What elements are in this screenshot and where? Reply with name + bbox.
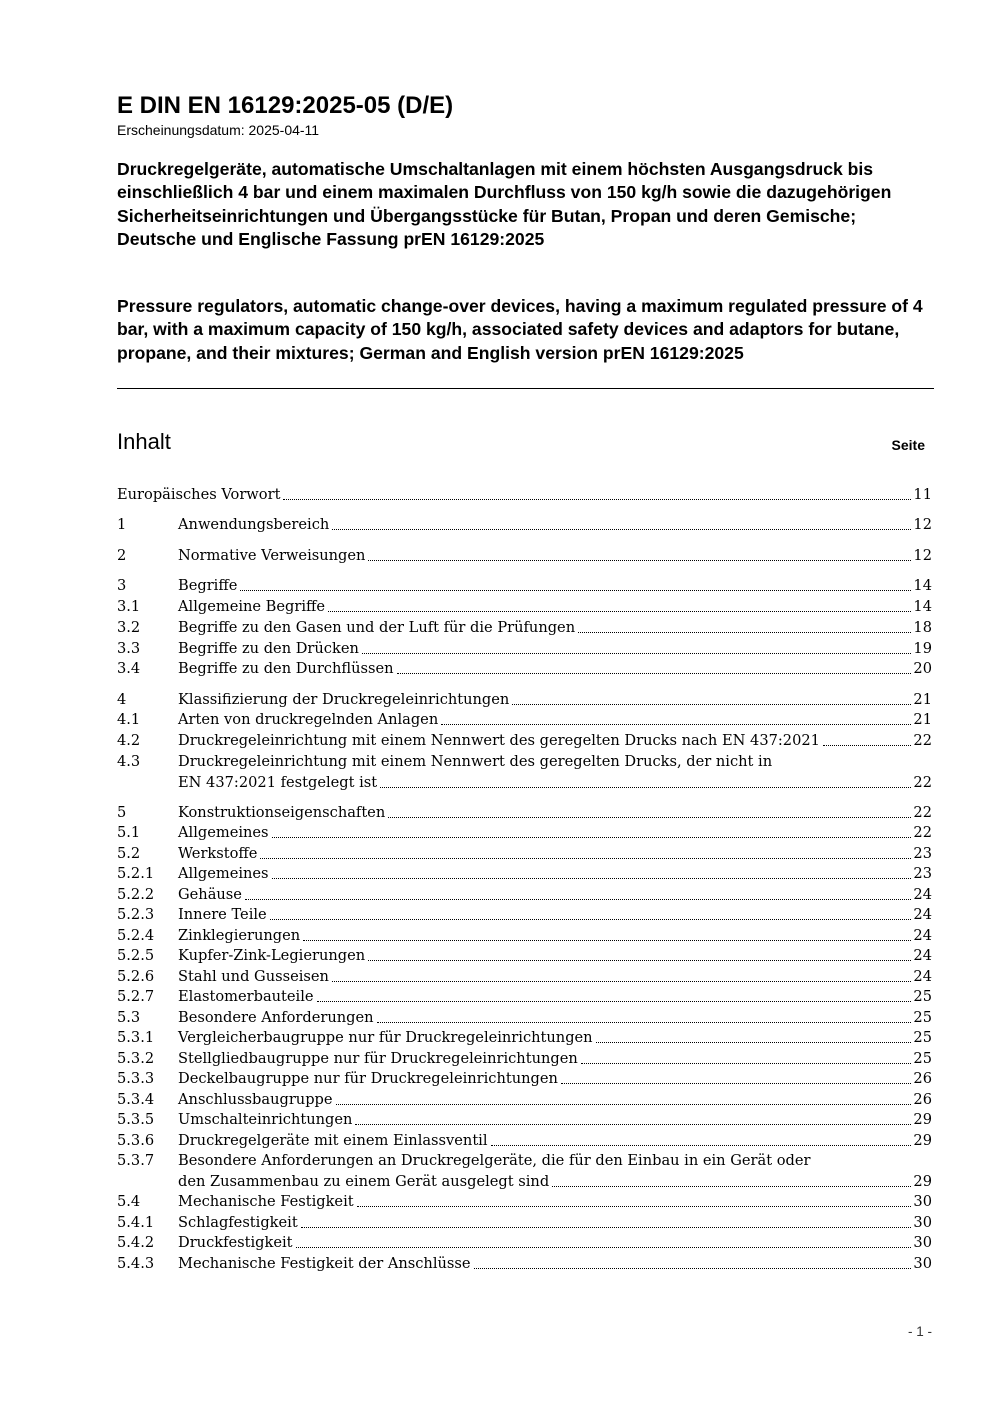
toc-entry-page: 23	[913, 845, 932, 862]
document-id: E DIN EN 16129:2025-05 (D/E)	[117, 92, 454, 119]
toc-entry-title: Allgemeine Begriffe	[178, 598, 326, 615]
toc-leader-dots	[388, 817, 911, 818]
toc-entry-title: Europäisches Vorwort	[117, 486, 281, 503]
toc-heading: Inhalt	[117, 429, 171, 454]
toc-entry-number: 3.3	[117, 640, 141, 657]
toc-entry-title-row	[178, 802, 932, 823]
toc-entry-title: Druckregelgeräte mit einem Einlassventil	[178, 1132, 488, 1149]
toc-entry-title: Kupfer-Zink-Legierungen	[178, 947, 366, 964]
toc-entry-title-row	[178, 1048, 932, 1069]
toc-entry-title: Begriffe zu den Durchflüssen	[178, 660, 394, 677]
toc-leader-dots	[581, 1063, 912, 1064]
toc-entry-title: Anschlussbaugruppe	[178, 1091, 333, 1108]
toc-entry-title-row	[178, 689, 932, 710]
toc-entry[interactable]	[117, 904, 932, 925]
toc-entry-title-row	[178, 1007, 932, 1028]
toc-entry-number: 5.2.7	[117, 988, 155, 1005]
toc-leader-dots	[328, 611, 911, 612]
toc-entry-number: 5.2.4	[117, 927, 155, 944]
toc-entry[interactable]	[117, 514, 932, 535]
toc-entry-number: 1	[117, 516, 127, 533]
toc-leader-dots	[512, 704, 911, 705]
toc-entry-title: Mechanische Festigkeit	[178, 1193, 354, 1210]
toc-page-column-label: Seite	[891, 437, 925, 453]
toc-entry-title-row	[178, 1253, 932, 1274]
toc-entry[interactable]	[117, 575, 932, 596]
toc-entry-number: 2	[117, 547, 127, 564]
toc-entry-page: 24	[913, 886, 932, 903]
title-english: Pressure regulators, automatic change-over devices, having a maximum regulated pressure of 4 bar, with a maximum capacity of 150 kg/h, associated safety devices and adaptors for butane, propane, and their mixtures; German and English version prEN 16129:2025	[117, 296, 923, 363]
toc-leader-dots	[260, 858, 911, 859]
toc-entry-number: 5.3.4	[117, 1091, 155, 1108]
toc-leader-dots	[397, 673, 912, 674]
toc-entry-title: Schlagfestigkeit	[178, 1214, 298, 1231]
toc-entry-page: 14	[913, 577, 932, 594]
toc-entry-number: 3.1	[117, 598, 141, 615]
toc-leader-dots	[272, 878, 912, 879]
toc-entry-page: 22	[913, 824, 932, 841]
toc-entry-title: Druckregeleinrichtung mit einem Nennwert des geregelten Drucks nach EN 437:2021	[178, 732, 820, 749]
toc-entry-number: 4.3	[117, 753, 141, 770]
toc-entry-page: 25	[913, 1009, 932, 1026]
toc-entry-title-row	[178, 1171, 932, 1192]
toc-entry-page: 30	[913, 1255, 932, 1272]
toc-entry-page: 11	[913, 486, 932, 503]
toc-entry-title: Werkstoffe	[178, 845, 258, 862]
toc-leader-dots	[296, 1247, 912, 1248]
toc-leader-dots	[336, 1104, 912, 1105]
toc-entry-title-row	[178, 1212, 932, 1233]
toc-entry[interactable]	[117, 1109, 932, 1130]
toc-leader-dots	[245, 899, 912, 900]
toc-entry-page: 25	[913, 988, 932, 1005]
toc-leader-dots	[303, 940, 911, 941]
toc-entry-page: 29	[913, 1132, 932, 1149]
toc-entry-title-row	[178, 1027, 932, 1048]
toc-entry-title: Begriffe zu den Gasen und der Luft für die Prüfungen	[178, 619, 576, 636]
toc-entry[interactable]	[117, 596, 932, 617]
toc-entry-title-row	[178, 596, 932, 617]
footer-page-number: - 1 -	[907, 1324, 932, 1339]
toc-entry-title-row	[178, 1130, 932, 1151]
toc-entry-number: 4.1	[117, 711, 141, 728]
toc-entry[interactable]	[117, 689, 932, 710]
toc-entry-number: 3.4	[117, 660, 141, 677]
toc-entry-title-row	[178, 658, 932, 679]
toc-leader-dots	[380, 787, 911, 788]
toc-entry-page: 18	[913, 619, 932, 636]
toc-entry-title-row	[178, 925, 932, 946]
toc-entry-page: 23	[913, 865, 932, 882]
toc-leader-dots	[368, 560, 911, 561]
toc-entry[interactable]	[117, 1232, 932, 1253]
toc-entry[interactable]	[117, 1212, 932, 1233]
toc-entry-number: 5.3	[117, 1009, 141, 1026]
toc-entry-number: 5.3.3	[117, 1070, 155, 1087]
toc-leader-dots	[552, 1186, 911, 1187]
toc-entry-number: 3.2	[117, 619, 141, 636]
toc-entry-title: Begriffe	[178, 577, 238, 594]
toc-leader-dots	[561, 1083, 912, 1084]
toc-entry-title-row	[178, 1068, 932, 1089]
toc-entry-title-row	[178, 1109, 932, 1130]
toc-leader-dots	[578, 632, 911, 633]
toc-entry-title: Elastomerbauteile	[178, 988, 314, 1005]
toc-entry-title-row	[178, 730, 932, 751]
toc-entry-title-row	[178, 617, 932, 638]
toc-entry[interactable]	[117, 730, 932, 751]
toc-entry-title: den Zusammenbau zu einem Gerät ausgelegt sind	[178, 1173, 550, 1190]
toc-entry-page: 12	[913, 516, 932, 533]
toc-entry-title: Innere Teile	[178, 906, 267, 923]
toc-leader-dots	[362, 653, 912, 654]
toc-entry[interactable]	[117, 945, 932, 966]
toc-entry-title: Anwendungsbereich	[178, 516, 330, 533]
toc-entry-title: Normative Verweisungen	[178, 547, 366, 564]
toc-leader-dots	[355, 1124, 911, 1125]
toc-leader-dots	[491, 1145, 912, 1146]
toc-leader-dots	[368, 960, 911, 961]
toc-leader-dots	[240, 590, 911, 591]
toc-entry[interactable]	[117, 843, 932, 864]
toc-entry-page: 29	[913, 1173, 932, 1190]
toc-entry-number: 5.1	[117, 824, 141, 841]
toc-entry-number: 5.2.5	[117, 947, 155, 964]
toc-entry[interactable]	[117, 986, 932, 1007]
toc-leader-dots	[596, 1042, 912, 1043]
toc-entry-page: 26	[913, 1091, 932, 1108]
toc-entry-number: 5.3.7	[117, 1152, 155, 1169]
toc-entry-page: 24	[913, 968, 932, 985]
toc-entry[interactable]	[117, 1191, 932, 1212]
toc-entry-title-row	[178, 545, 932, 566]
toc-entry[interactable]	[117, 863, 932, 884]
toc-entry-number: 5.3.1	[117, 1029, 155, 1046]
toc-entry[interactable]	[117, 925, 932, 946]
toc-entry[interactable]	[117, 658, 932, 679]
toc-entry-title: Druckfestigkeit	[178, 1234, 293, 1251]
toc-entry-number: 5.2.3	[117, 906, 155, 923]
toc-entry-page: 21	[913, 711, 932, 728]
toc-entry[interactable]	[117, 1130, 932, 1151]
toc-entry-title-row	[178, 822, 932, 843]
toc-entry-page: 19	[913, 640, 932, 657]
toc-leader-dots	[270, 919, 912, 920]
toc-entry-number: 5.3.5	[117, 1111, 155, 1128]
toc-leader-dots	[377, 1022, 912, 1023]
toc-leader-dots	[272, 837, 912, 838]
toc-entry-title-row	[178, 1089, 932, 1110]
toc-entry-title-row	[178, 904, 932, 925]
toc-entry-title-row	[178, 884, 932, 905]
toc-entry-number: 4.2	[117, 732, 141, 749]
toc-entry-title-row	[178, 1191, 932, 1212]
toc-leader-dots	[317, 1001, 912, 1002]
toc-entry[interactable]	[117, 1068, 932, 1089]
toc-leader-dots	[283, 499, 911, 500]
toc-entry[interactable]	[117, 545, 932, 566]
toc-entry-title: Stahl und Gusseisen	[178, 968, 329, 985]
toc-entry-page: 24	[913, 927, 932, 944]
toc-entry-number: 5.4	[117, 1193, 141, 1210]
toc-entry-title-row	[178, 638, 932, 659]
toc-entry-title-row	[178, 514, 932, 535]
toc-entry-title: Allgemeines	[178, 824, 269, 841]
toc-entry-number: 5.4.1	[117, 1214, 155, 1231]
toc-entry-title: Allgemeines	[178, 865, 269, 882]
toc-entry[interactable]	[117, 617, 932, 638]
toc-leader-dots	[474, 1268, 912, 1269]
toc-entry-page: 22	[913, 804, 932, 821]
toc-entry-title: Zinklegierungen	[178, 927, 301, 944]
toc-entry-title: Klassifizierung der Druckregeleinrichtungen	[178, 691, 510, 708]
toc-entry-number: 4	[117, 691, 127, 708]
toc-entry[interactable]	[117, 638, 932, 659]
toc-entry-number: 5.4.3	[117, 1255, 155, 1272]
toc-entry[interactable]	[117, 884, 932, 905]
toc-entry-title-row	[178, 843, 932, 864]
toc-entry[interactable]	[117, 1089, 932, 1110]
title-divider	[117, 388, 934, 389]
toc-entry-title: EN 437:2021 festgelegt ist	[178, 774, 378, 791]
toc-entry-title-row	[117, 484, 932, 505]
toc-leader-dots	[332, 529, 911, 530]
toc-entry-title: Mechanische Festigkeit der Anschlüsse	[178, 1255, 471, 1272]
toc-entry-title-row	[178, 966, 932, 987]
toc-entry-page: 24	[913, 906, 932, 923]
toc-entry-title-row	[178, 772, 932, 793]
toc-entry-page: 30	[913, 1193, 932, 1210]
toc-entry-number: 5.2.2	[117, 886, 155, 903]
title-german: Druckregelgeräte, automatische Umschaltanlagen mit einem höchsten Ausgangsdruck bis einschließlich 4 bar und einem maximalen Durchfluss von 150 kg/h sowie die dazugehörigen Sicherheitseinrichtungen und Übergangsstücke für Butan, Propan und deren Gemische; Deutsche und Englische Fassung prEN 16129:2025	[117, 159, 892, 250]
toc-entry[interactable]	[117, 1048, 932, 1069]
toc-entry-title-line1: Besondere Anforderungen an Druckregelgeräte, die für den Einbau in ein Gerät oder	[178, 1152, 811, 1169]
toc-entry[interactable]	[117, 822, 932, 843]
toc-entry-page: 24	[913, 947, 932, 964]
toc-entry-page: 12	[913, 547, 932, 564]
toc-entry-number: 5	[117, 804, 127, 821]
toc-entry-title-row	[178, 1232, 932, 1253]
toc-entry-title: Begriffe zu den Drücken	[178, 640, 359, 657]
toc-leader-dots	[823, 745, 911, 746]
toc-entry-number: 3	[117, 577, 127, 594]
toc-entry[interactable]	[117, 1253, 932, 1274]
toc-entry[interactable]	[117, 1007, 932, 1028]
toc-entry[interactable]	[117, 751, 932, 793]
toc-entry-page: 25	[913, 1029, 932, 1046]
toc-entry-title: Gehäuse	[178, 886, 242, 903]
toc-leader-dots	[332, 981, 912, 982]
toc-entry-page: 21	[913, 691, 932, 708]
publication-date: Erscheinungsdatum: 2025-04-11	[117, 122, 320, 138]
toc-leader-dots	[357, 1206, 912, 1207]
toc-entry[interactable]	[117, 484, 932, 505]
toc-entry[interactable]	[117, 1027, 932, 1048]
toc-leader-dots	[301, 1227, 912, 1228]
toc-entry[interactable]	[117, 802, 932, 823]
toc-entry-title-row	[178, 709, 932, 730]
toc-leader-dots	[441, 724, 911, 725]
toc-entry-page: 22	[913, 732, 932, 749]
toc-entry-number: 5.4.2	[117, 1234, 155, 1251]
toc-entry-title: Vergleicherbaugruppe nur für Druckregeleinrichtungen	[178, 1029, 593, 1046]
toc-entry-page: 22	[913, 774, 932, 791]
toc-entry-number: 5.2.1	[117, 865, 155, 882]
toc-entry-title: Konstruktionseigenschaften	[178, 804, 386, 821]
toc-entry-number: 5.2	[117, 845, 141, 862]
toc-entry[interactable]	[117, 709, 932, 730]
toc-entry-title-row	[178, 575, 932, 596]
toc-entry-title-line1: Druckregeleinrichtung mit einem Nennwert des geregelten Drucks, der nicht in	[178, 753, 773, 770]
toc-entry-page: 25	[913, 1050, 932, 1067]
toc-entry[interactable]	[117, 966, 932, 987]
toc-entry-number: 5.2.6	[117, 968, 155, 985]
toc-entry-title-row	[178, 945, 932, 966]
toc-entry-page: 26	[913, 1070, 932, 1087]
toc-entry-title: Stellgliedbaugruppe nur für Druckregeleinrichtungen	[178, 1050, 578, 1067]
toc-entry-page: 29	[913, 1111, 932, 1128]
toc-entry-number: 5.3.2	[117, 1050, 155, 1067]
toc-entry-title: Umschalteinrichtungen	[178, 1111, 353, 1128]
toc-entry-title-row	[178, 986, 932, 1007]
toc-entry-title: Besondere Anforderungen	[178, 1009, 374, 1026]
toc-entry-title: Arten von druckregelnden Anlagen	[178, 711, 439, 728]
toc-entry-title-row	[178, 863, 932, 884]
toc-entry-page: 14	[913, 598, 932, 615]
toc-entry-page: 30	[913, 1234, 932, 1251]
toc-entry[interactable]	[117, 1150, 932, 1192]
toc-entry-title: Deckelbaugruppe nur für Druckregeleinrichtungen	[178, 1070, 558, 1087]
toc-entry-page: 20	[913, 660, 932, 677]
toc-entry-page: 30	[913, 1214, 932, 1231]
toc-entry-number: 5.3.6	[117, 1132, 155, 1149]
